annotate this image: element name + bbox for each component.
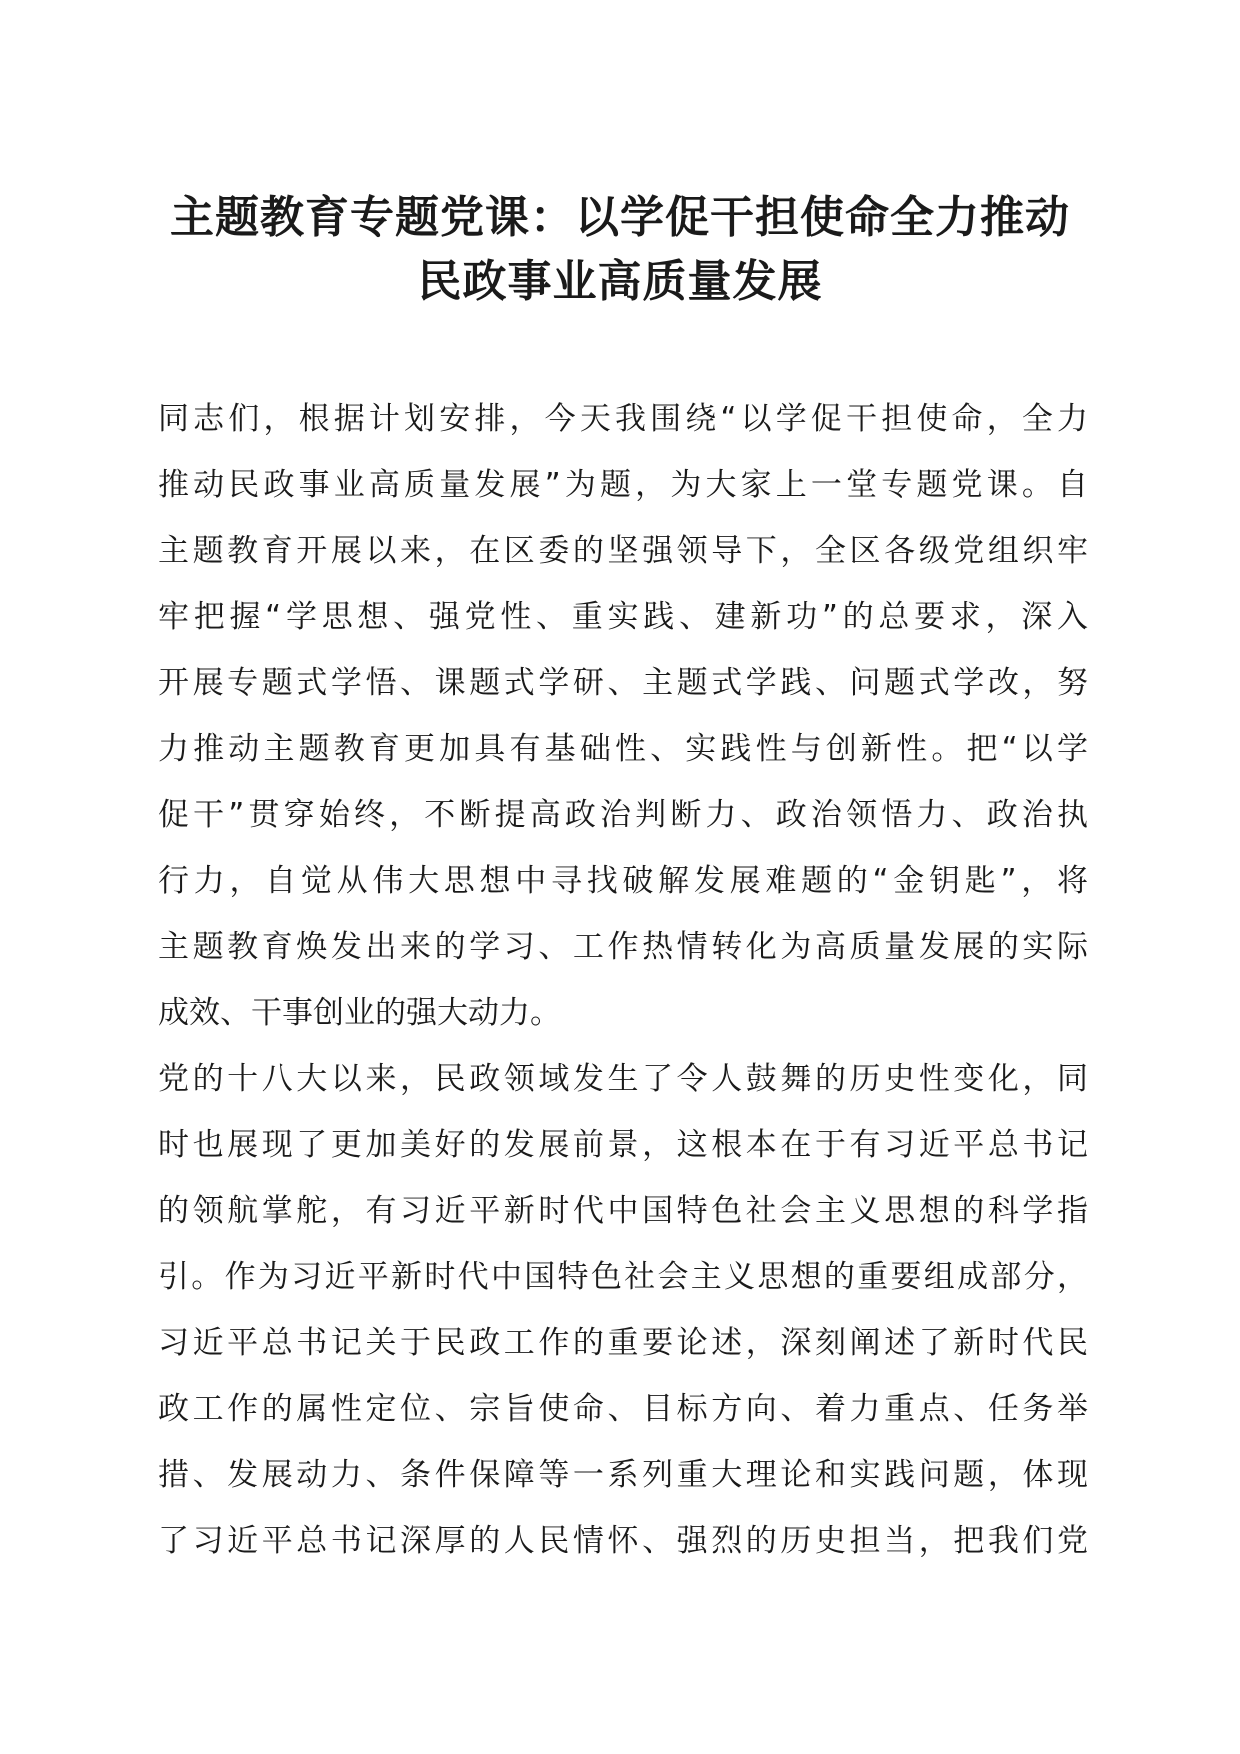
paragraph-2 — [158, 1046, 1088, 1574]
text-line: 时也展现了更加美好的发展前景，这根本在于有习近平总书记 — [158, 1127, 1088, 1163]
text-line: 同志们，根据计划安排，今天我围绕“以学促干担使命，全力 — [158, 401, 1088, 437]
text-line: 了习近平总书记深厚的人民情怀、强烈的历史担当，把我们党 — [158, 1523, 1088, 1559]
text-line: 力推动主题教育更加具有基础性、实践性与创新性。把“以学 — [158, 731, 1088, 767]
text-line: 党的十八大以来，民政领域发生了令人鼓舞的历史性变化，同 — [158, 1061, 1088, 1097]
text-line: 主题教育开展以来，在区委的坚强领导下，全区各级党组织牢 — [158, 533, 1088, 569]
document-title — [120, 186, 1120, 314]
document-body — [158, 386, 1088, 1574]
text-line: 牢把握“学思想、强党性、重实践、建新功”的总要求，深入 — [158, 599, 1088, 635]
text-line: 习近平总书记关于民政工作的重要论述，深刻阐述了新时代民 — [158, 1325, 1088, 1361]
text-line: 促干”贯穿始终，不断提高政治判断力、政治领悟力、政治执 — [158, 797, 1088, 833]
text-line: 成效、干事创业的强大动力。 — [158, 995, 561, 1031]
text-line: 措、发展动力、条件保障等一系列重大理论和实践问题，体现 — [158, 1457, 1088, 1493]
text-line: 的领航掌舵，有习近平新时代中国特色社会主义思想的科学指 — [158, 1193, 1088, 1229]
title-line-1: 主题教育专题党课：以学促干担使命全力推动 — [170, 192, 1070, 243]
text-line: 推动民政事业高质量发展”为题，为大家上一堂专题党课。自 — [158, 467, 1088, 503]
text-line: 行力，自觉从伟大思想中寻找破解发展难题的“金钥匙”，将 — [158, 863, 1088, 899]
text-line: 开展专题式学悟、课题式学研、主题式学践、问题式学改，努 — [158, 665, 1088, 701]
paragraph-1 — [158, 386, 1088, 1046]
title-line-2: 民政事业高质量发展 — [417, 256, 823, 307]
text-line: 引。作为习近平新时代中国特色社会主义思想的重要组成部分， — [158, 1259, 1088, 1295]
text-line: 政工作的属性定位、宗旨使命、目标方向、着力重点、任务举 — [158, 1391, 1088, 1427]
text-line: 主题教育焕发出来的学习、工作热情转化为高质量发展的实际 — [158, 929, 1088, 965]
